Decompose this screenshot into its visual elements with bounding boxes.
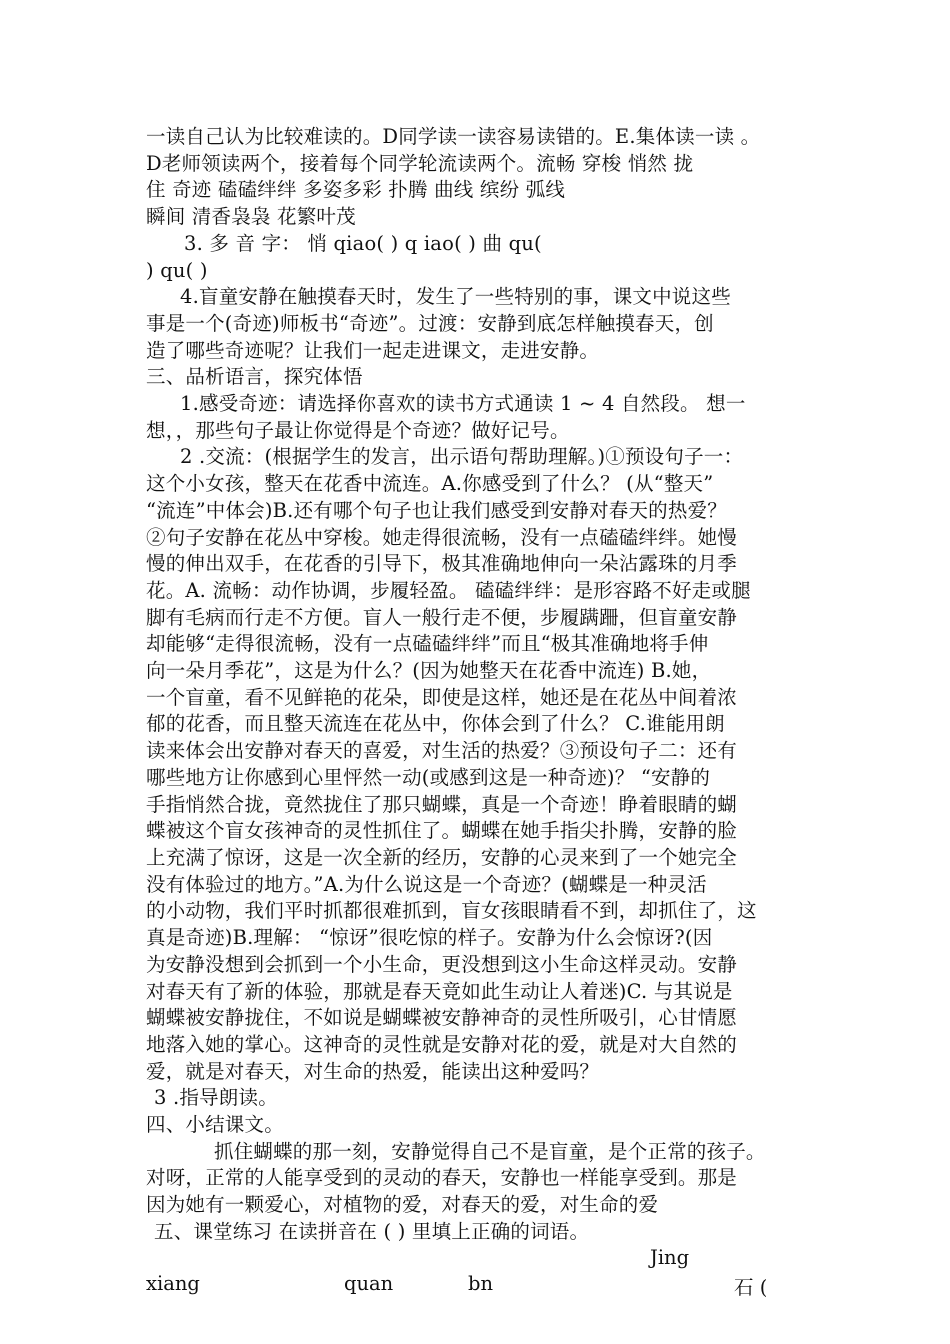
document-body (146, 124, 826, 1298)
line-point-4: 4.盲童安静在触摸春天时，发生了一些特别的事，课文中说这些 (180, 285, 731, 309)
section-heading-3: 三、品析语言，探究体悟 (146, 365, 363, 389)
line-30: 的小动物，我们平时抓都很难抓到，盲女孩眼睛看不到，却抓住了，这 (146, 899, 757, 923)
line-36: 爱，就是对春天，对生命的热爱，能读出这种爱吗？ (146, 1059, 600, 1083)
line-polyphone: 3. 多 音 字： 悄 qiao( ) q iao( ) 曲 qu( (184, 231, 542, 255)
pinyin-row-top (146, 1246, 826, 1272)
line-18: 花。A. 流畅：动作协调，步履轻盈。 磕磕绊绊：是形容路不好走或腿 (146, 578, 751, 602)
line-3: 住 奇迹 磕磕绊绊 多姿多彩 扑腾 曲线 缤纷 弧线 (146, 178, 566, 202)
line-15: “流连”中体会)B.还有哪个句子也让我们感受到安静对春天的热爱？ (146, 498, 727, 522)
line-26: 手指悄然合拢，竟然拢住了那只蝴蝶，真是一个奇迹！睁着眼睛的蝴 (146, 792, 738, 816)
pinyin-quan: quan (344, 1271, 394, 1295)
line-reading-guide: 3 .指导朗读。 (154, 1086, 278, 1110)
line-polyphone-cont: ) qu( ) (146, 258, 208, 282)
pinyin-jing: Jing (650, 1245, 690, 1269)
line-17: 慢的伸出双手，在花香的引导下，极其准确地伸向一朵沾露珠的月季 (146, 552, 738, 576)
line-19: 脚有毛病而行走不方便。盲人一般行走不便，步履蹒跚，但盲童安静 (146, 605, 738, 629)
line-11: 1.感受奇迹：请选择你喜欢的读书方式通读 1 ~ 4 自然段。 想一 (180, 392, 746, 416)
line-33: 对春天有了新的体验，那就是春天竟如此生动让人着迷)C. 与其说是 (146, 979, 733, 1003)
line-2: D老师领读两个，接着每个同学轮流读两个。流畅 穿梭 悄然 拢 (146, 151, 694, 175)
line-31: 真是奇迹)B.理解： “惊讶”很吃惊的样子。安静为什么会惊讶?(因 (146, 926, 713, 950)
pinyin-bn: bn (468, 1271, 494, 1295)
line-34: 蝴蝶被安静拢住，不如说是蝴蝶被安静神奇的灵性所吸引，心甘情愿 (146, 1006, 738, 1030)
line-22: 一个盲童，看不见鲜艳的花朵，即使是这样，她还是在花丛中间着浓 (146, 685, 738, 709)
line-25: 哪些地方让你感到心里怦然一动(或感到这是一种奇迹)？ “安静的 (146, 765, 711, 789)
line-14: 这个小女孩，整天在花香中流连。A.你感受到了什么？ (从“整天” (146, 472, 714, 496)
line-8: 事是一个(奇迹)师板书“奇迹”。过渡：安静到底怎样触摸春天，创 (146, 311, 714, 335)
section-heading-5: 五、课堂练习 在读拼音在 ( ) 里填上正确的词语。 (154, 1219, 590, 1243)
line-23: 郁的花香，而且整天流连在花丛中，你体会到了什么？ C.谁能用朗 (146, 712, 725, 736)
line-28: 上充满了惊讶，这是一次全新的经历，安静的心灵来到了一个她完全 (146, 845, 738, 869)
section-heading-4: 四、小结课文。 (146, 1113, 284, 1137)
pinyin-row-bottom (146, 1272, 826, 1298)
line-1: 一读自己认为比较难读的。D同学读一读容易读错的。E.集体读一读 。 (146, 125, 761, 148)
line-20: 却能够“走得很流畅，没有一点磕磕绊绊”而且“极其准确地将手伸 (146, 632, 709, 656)
line-13: 2 .交流：(根据学生的发言，出示语句帮助理解。)①预设句子一： (180, 445, 744, 469)
line-41: 因为她有一颗爱心，对植物的爱，对春天的爱，对生命的爱 (146, 1193, 659, 1217)
line-9: 造了哪些奇迹呢？让我们一起走进课文，走进安静。 (146, 338, 600, 362)
line-40: 对呀，正常的人能享受到的灵动的春天，安静也一样能享受到。那是 (146, 1166, 738, 1190)
line-4: 瞬间 清香袅袅 花繁叶茂 (146, 205, 356, 229)
line-21: 向一朵月季花”，这是为什么？(因为她整天在花香中流连) B.她， (146, 659, 712, 683)
line-summary: 抓住蝴蝶的那一刻，安静觉得自己不是盲童，是个正常的孩子。 (214, 1139, 766, 1163)
line-27: 蝶被这个盲女孩神奇的灵性抓住了。蝴蝶在她手指尖扑腾，安静的脸 (146, 819, 738, 843)
line-35: 地落入她的掌心。这神奇的灵性就是安静对花的爱，就是对大自然的 (146, 1032, 738, 1056)
line-16: ②句子安静在花丛中穿梭。她走得很流畅，没有一点磕磕绊绊。她慢 (146, 525, 738, 549)
line-32: 为安静没想到会抓到一个小生命，更没想到这小生命这样灵动。安静 (146, 952, 738, 976)
pinyin-xiang: xiang (146, 1271, 200, 1295)
line-29: 没有体验过的地方。”A.为什么说这是一个奇迹？(蝴蝶是一种灵活 (146, 872, 707, 896)
line-12: 想，，那些句子最让你觉得是个奇迹？做好记号。 (146, 418, 570, 442)
line-24: 读来体会出安静对春天的喜爱，对生活的热爱？③预设句子二：还有 (146, 739, 738, 763)
pinyin-shi: 石 ( (734, 1275, 768, 1299)
